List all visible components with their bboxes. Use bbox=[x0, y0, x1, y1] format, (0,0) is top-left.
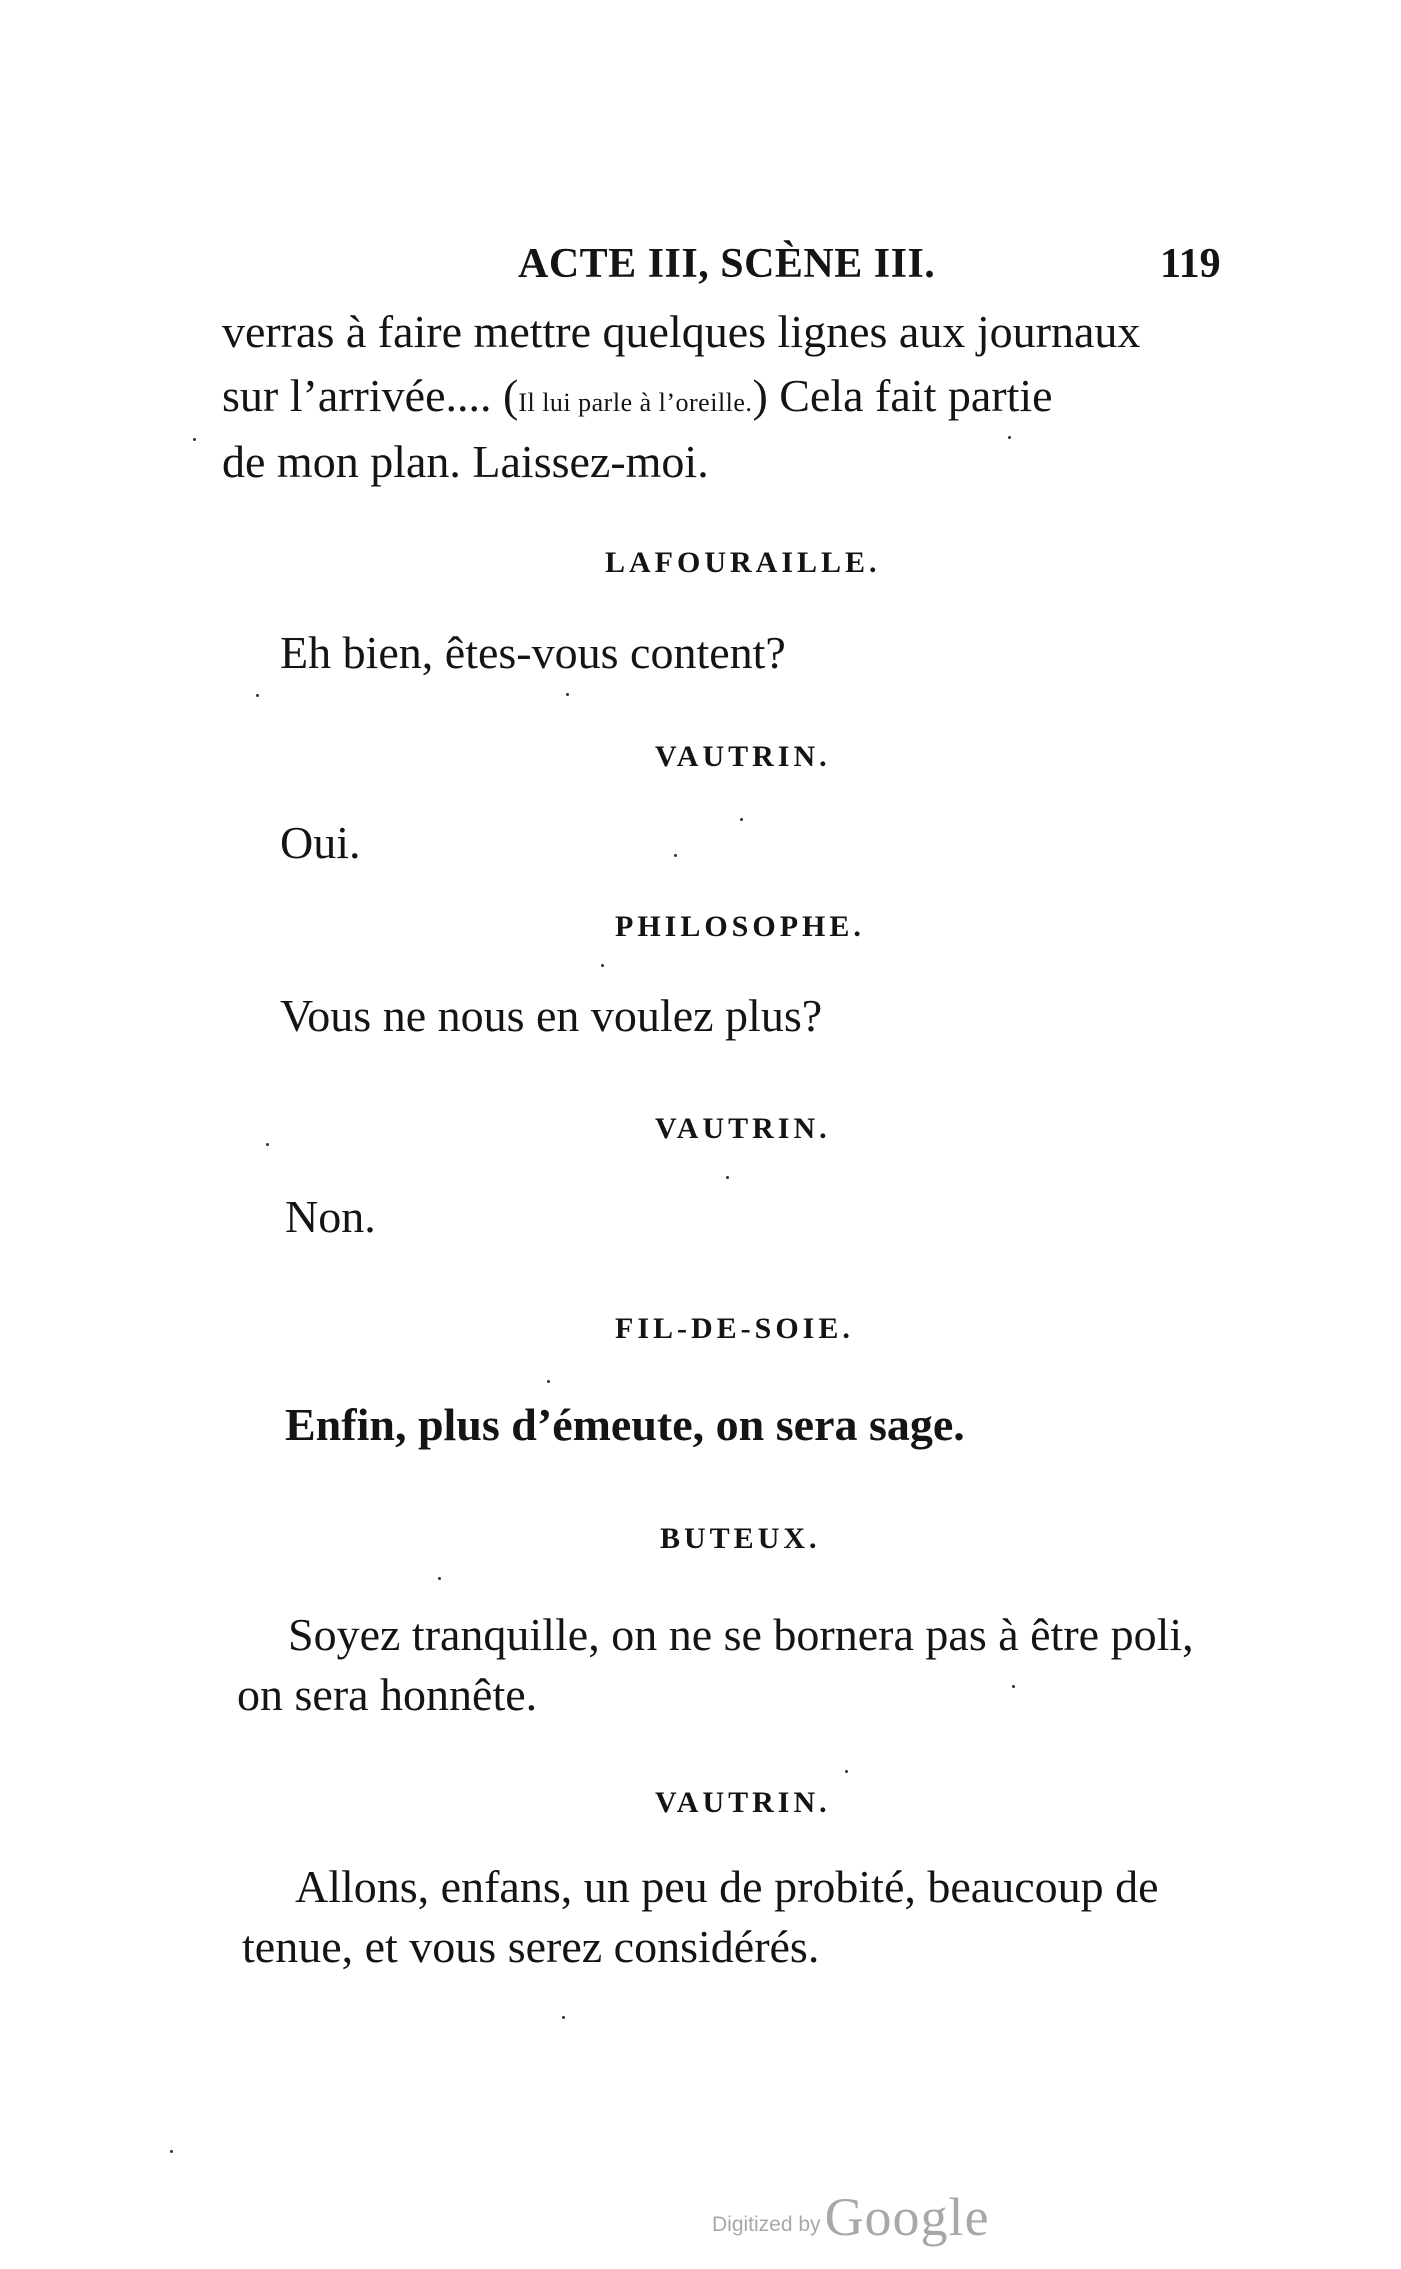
page-number: 119 bbox=[1160, 241, 1221, 287]
scan-speck bbox=[562, 2016, 565, 2019]
speaker-name: FIL-DE-SOIE. bbox=[615, 1312, 854, 1345]
opening-line-3: de mon plan. Laissez-moi. bbox=[222, 436, 709, 487]
scan-speck bbox=[601, 964, 604, 967]
scan-speck bbox=[566, 693, 569, 696]
scan-speck bbox=[1012, 1685, 1015, 1688]
scan-speck bbox=[547, 1380, 550, 1383]
stage-direction: Il lui parle à l’oreille. bbox=[518, 388, 753, 417]
speech-line: Oui. bbox=[280, 817, 361, 868]
speaker-name: VAUTRIN. bbox=[655, 1786, 831, 1819]
speaker-name: PHILOSOPHE. bbox=[615, 910, 865, 943]
speech-line: Enfin, plus d’émeute, on sera sage. bbox=[285, 1399, 965, 1450]
scan-speck bbox=[674, 854, 677, 857]
speech-line: on sera honnête. bbox=[237, 1669, 538, 1720]
digitization-watermark bbox=[712, 2186, 990, 2248]
speech-line: Eh bien, êtes-vous content? bbox=[280, 627, 786, 678]
speech-line: Soyez tranquille, on ne se bornera pas à être poli, bbox=[288, 1609, 1194, 1660]
opening-line-1: verras à faire mettre quelques lignes aux journaux bbox=[222, 306, 1141, 357]
scan-speck bbox=[170, 2150, 173, 2153]
speech-line: tenue, et vous serez considérés. bbox=[242, 1921, 820, 1972]
running-head: ACTE III, SCÈNE III. bbox=[518, 241, 936, 287]
speaker-name: VAUTRIN. bbox=[655, 740, 831, 773]
page-header bbox=[0, 240, 1401, 290]
scan-speck bbox=[845, 1770, 848, 1773]
scan-speck bbox=[726, 1176, 729, 1179]
speech-line: Non. bbox=[285, 1191, 376, 1242]
scan-speck bbox=[740, 818, 743, 821]
opening-line-2-text-end: ) Cela fait partie bbox=[752, 370, 1053, 421]
speaker-name: LAFOURAILLE. bbox=[605, 546, 881, 579]
speaker-name: BUTEUX. bbox=[660, 1522, 821, 1555]
scan-speck bbox=[256, 694, 259, 697]
opening-line-2-text: sur l’arrivée.... ( bbox=[222, 370, 519, 421]
speech-line: Allons, enfans, un peu de probité, beaucoup de bbox=[295, 1861, 1159, 1912]
speech-line: Vous ne nous en voulez plus? bbox=[280, 990, 823, 1041]
opening-line-2 bbox=[222, 366, 1053, 433]
speaker-name: VAUTRIN. bbox=[655, 1112, 831, 1145]
scan-speck bbox=[193, 438, 196, 441]
scan-speck bbox=[266, 1143, 269, 1146]
scan-speck bbox=[1008, 436, 1011, 439]
scan-speck bbox=[438, 1577, 441, 1580]
google-logo: Google bbox=[824, 2187, 990, 2247]
watermark-prefix: Digitized by bbox=[712, 2213, 821, 2236]
